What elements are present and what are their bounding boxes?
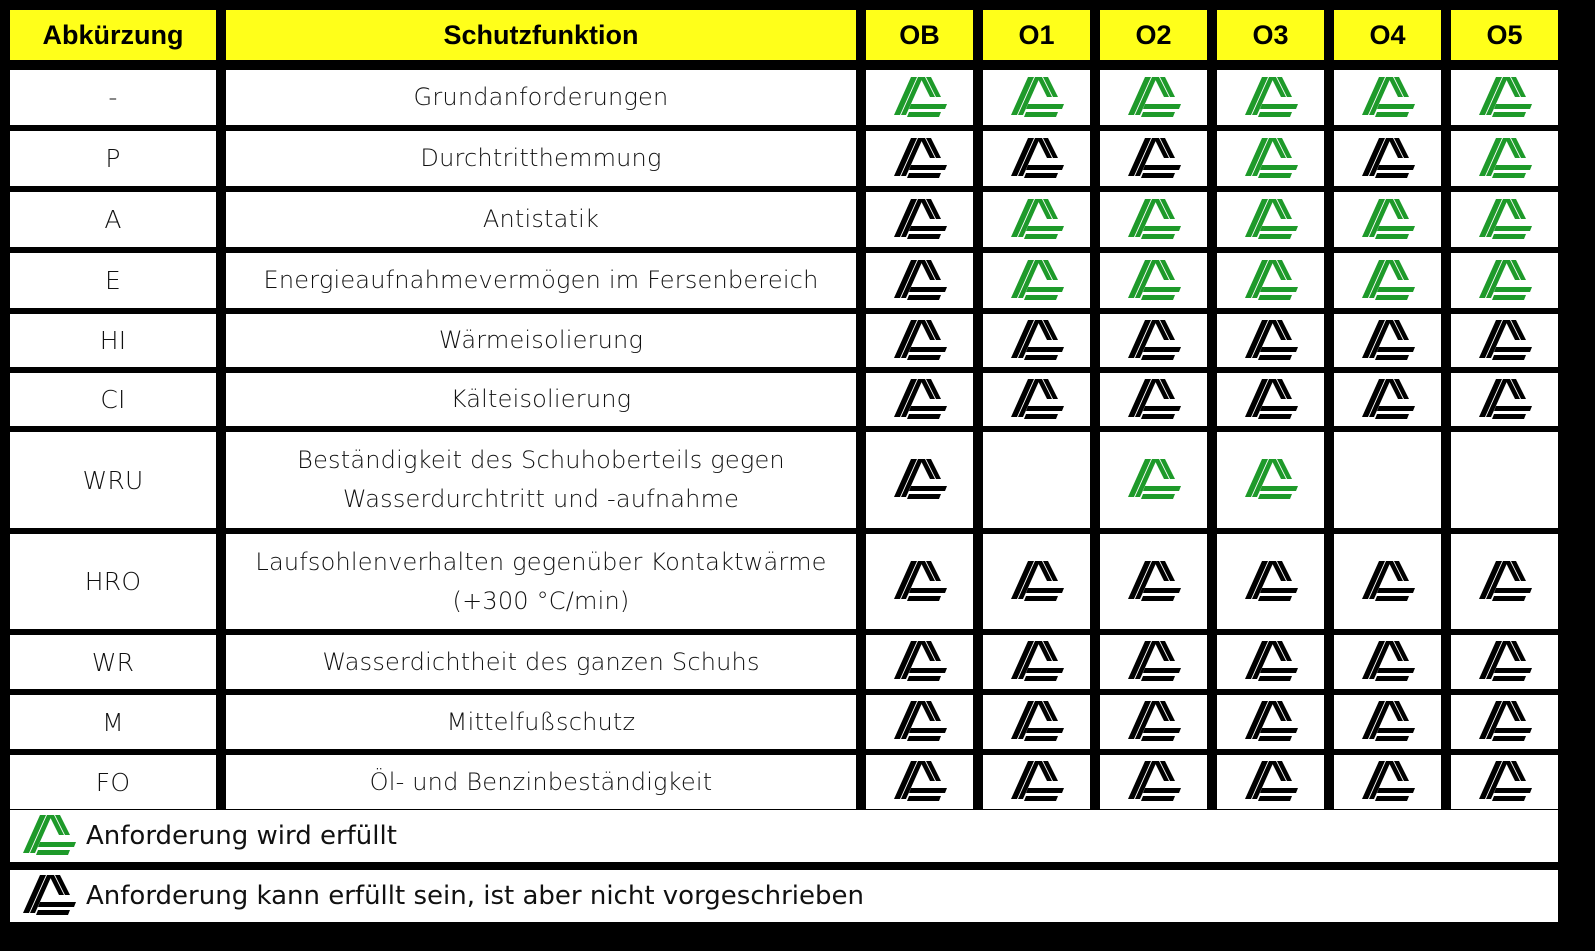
triangle-logo-black-icon — [1123, 136, 1185, 182]
cell-o3 — [1217, 695, 1324, 749]
cell-o5 — [1451, 70, 1558, 125]
header-class-o2: O2 — [1100, 10, 1207, 60]
header-function: Schutzfunktion — [226, 10, 856, 60]
triangle-logo-black-icon — [1357, 639, 1419, 685]
triangle-logo-black-icon — [1474, 759, 1536, 805]
triangle-logo-black-icon — [889, 759, 951, 805]
triangle-logo-black-icon — [1123, 318, 1185, 364]
triangle-logo-green-icon — [18, 813, 80, 859]
triangle-logo-green-icon — [1240, 258, 1302, 304]
cell-o4 — [1334, 695, 1441, 749]
row-abbr: FO — [10, 755, 216, 809]
triangle-logo-black-icon — [1006, 377, 1068, 423]
cell-o1 — [983, 695, 1090, 749]
cell-o4 — [1334, 755, 1441, 809]
cell-o3 — [1217, 314, 1324, 367]
cell-o2 — [1100, 534, 1207, 629]
triangle-logo-green-icon — [1357, 258, 1419, 304]
cell-o5 — [1451, 192, 1558, 247]
row-abbr: - — [10, 70, 216, 125]
triangle-logo-black-icon — [1006, 759, 1068, 805]
row-function: Kälteisolierung — [226, 373, 856, 426]
cell-o2 — [1100, 373, 1207, 426]
row-function: Durchtritthemmung — [226, 131, 856, 186]
cell-o5 — [1451, 534, 1558, 629]
triangle-logo-black-icon — [1474, 377, 1536, 423]
row-abbr: A — [10, 192, 216, 247]
triangle-logo-black-icon — [1240, 559, 1302, 605]
cell-o4 — [1334, 192, 1441, 247]
triangle-logo-green-icon — [1474, 197, 1536, 243]
triangle-logo-black-icon — [1006, 559, 1068, 605]
triangle-logo-black-icon — [1240, 639, 1302, 685]
cell-o3 — [1217, 373, 1324, 426]
header-class-o1: O1 — [983, 10, 1090, 60]
triangle-logo-black-icon — [889, 559, 951, 605]
cell-o3 — [1217, 192, 1324, 247]
legend-optional — [10, 870, 1558, 922]
cell-o4 — [1334, 131, 1441, 186]
row-function: Wasserdichtheit des ganzen Schuhs — [226, 635, 856, 689]
row-abbr: P — [10, 131, 216, 186]
triangle-logo-black-icon — [1474, 699, 1536, 745]
cell-o2 — [1100, 131, 1207, 186]
triangle-logo-green-icon — [1474, 75, 1536, 121]
triangle-logo-black-icon — [1123, 559, 1185, 605]
cell-ob — [866, 253, 973, 308]
cell-ob — [866, 534, 973, 629]
cell-o5 — [1451, 635, 1558, 689]
legend-fulfilled-text: Anforderung wird erfüllt — [86, 821, 397, 851]
cell-o1 — [983, 373, 1090, 426]
cell-o5 — [1451, 755, 1558, 809]
cell-o4 — [1334, 432, 1441, 528]
triangle-logo-black-icon — [889, 197, 951, 243]
triangle-logo-black-icon — [1123, 699, 1185, 745]
triangle-logo-green-icon — [1240, 136, 1302, 182]
cell-o2 — [1100, 192, 1207, 247]
cell-o2 — [1100, 314, 1207, 367]
cell-o2 — [1100, 70, 1207, 125]
triangle-logo-green-icon — [1474, 136, 1536, 182]
row-abbr: WRU — [10, 432, 216, 528]
cell-o2 — [1100, 695, 1207, 749]
cell-ob — [866, 373, 973, 426]
row-function: Mittelfußschutz — [226, 695, 856, 749]
cell-o5 — [1451, 253, 1558, 308]
cell-o4 — [1334, 534, 1441, 629]
cell-o4 — [1334, 70, 1441, 125]
triangle-logo-black-icon — [1357, 759, 1419, 805]
triangle-logo-black-icon — [1123, 759, 1185, 805]
cell-o1 — [983, 635, 1090, 689]
cell-o1 — [983, 70, 1090, 125]
cell-o5 — [1451, 314, 1558, 367]
header-class-o3: O3 — [1217, 10, 1324, 60]
triangle-logo-black-icon — [1474, 639, 1536, 685]
row-abbr: CI — [10, 373, 216, 426]
triangle-logo-green-icon — [1006, 258, 1068, 304]
cell-o3 — [1217, 131, 1324, 186]
triangle-logo-black-icon — [889, 318, 951, 364]
row-abbr: HRO — [10, 534, 216, 629]
triangle-logo-black-icon — [889, 699, 951, 745]
triangle-logo-green-icon — [1123, 258, 1185, 304]
row-function: Laufsohlenverhalten gegenüber Kontaktwärme (+300 °C/min) — [226, 534, 856, 629]
triangle-logo-black-icon — [1123, 639, 1185, 685]
row-abbr: E — [10, 253, 216, 308]
triangle-logo-green-icon — [1240, 457, 1302, 503]
row-function: Öl- und Benzinbeständigkeit — [226, 755, 856, 809]
row-abbr: HI — [10, 314, 216, 367]
cell-o1 — [983, 314, 1090, 367]
cell-ob — [866, 635, 973, 689]
cell-o4 — [1334, 253, 1441, 308]
triangle-logo-black-icon — [1240, 377, 1302, 423]
triangle-logo-black-icon — [18, 873, 80, 919]
row-abbr: M — [10, 695, 216, 749]
triangle-logo-black-icon — [1006, 639, 1068, 685]
legend-optional-text: Anforderung kann erfüllt sein, ist aber nicht vorgeschrieben — [86, 881, 865, 911]
triangle-logo-green-icon — [1357, 75, 1419, 121]
cell-o3 — [1217, 253, 1324, 308]
row-abbr: WR — [10, 635, 216, 689]
header-class-ob: OB — [866, 10, 973, 60]
triangle-logo-black-icon — [1240, 759, 1302, 805]
cell-o1 — [983, 534, 1090, 629]
cell-o4 — [1334, 373, 1441, 426]
triangle-logo-green-icon — [1123, 457, 1185, 503]
row-function: Antistatik — [226, 192, 856, 247]
triangle-logo-green-icon — [1474, 258, 1536, 304]
cell-o3 — [1217, 635, 1324, 689]
triangle-logo-green-icon — [1123, 197, 1185, 243]
cell-ob — [866, 131, 973, 186]
triangle-logo-black-icon — [889, 639, 951, 685]
cell-o1 — [983, 131, 1090, 186]
cell-o5 — [1451, 695, 1558, 749]
triangle-logo-black-icon — [889, 258, 951, 304]
triangle-logo-black-icon — [889, 377, 951, 423]
triangle-logo-black-icon — [1006, 318, 1068, 364]
triangle-logo-black-icon — [1240, 318, 1302, 364]
cell-ob — [866, 432, 973, 528]
cell-o5 — [1451, 373, 1558, 426]
row-function: Beständigkeit des Schuhoberteils gegen Wasserdurchtritt und -aufnahme — [226, 432, 856, 528]
cell-o1 — [983, 192, 1090, 247]
cell-o2 — [1100, 253, 1207, 308]
triangle-logo-green-icon — [889, 75, 951, 121]
triangle-logo-green-icon — [1123, 75, 1185, 121]
cell-o3 — [1217, 70, 1324, 125]
triangle-logo-black-icon — [1006, 699, 1068, 745]
protection-class-table — [10, 10, 1585, 809]
triangle-logo-black-icon — [1357, 318, 1419, 364]
triangle-logo-black-icon — [1357, 377, 1419, 423]
triangle-logo-green-icon — [1240, 197, 1302, 243]
triangle-logo-black-icon — [1357, 136, 1419, 182]
header-abbr: Abkürzung — [10, 10, 216, 60]
row-function: Energieaufnahmevermögen im Fersenbereich — [226, 253, 856, 308]
cell-o4 — [1334, 635, 1441, 689]
triangle-logo-green-icon — [1240, 75, 1302, 121]
triangle-logo-black-icon — [1357, 559, 1419, 605]
triangle-logo-black-icon — [889, 136, 951, 182]
cell-o5 — [1451, 432, 1558, 528]
cell-o4 — [1334, 314, 1441, 367]
triangle-logo-black-icon — [889, 457, 951, 503]
triangle-logo-black-icon — [1357, 699, 1419, 745]
cell-ob — [866, 755, 973, 809]
cell-ob — [866, 695, 973, 749]
cell-o3 — [1217, 534, 1324, 629]
cell-ob — [866, 192, 973, 247]
cell-o3 — [1217, 432, 1324, 528]
triangle-logo-black-icon — [1123, 377, 1185, 423]
triangle-logo-black-icon — [1240, 699, 1302, 745]
triangle-logo-black-icon — [1474, 559, 1536, 605]
cell-o5 — [1451, 131, 1558, 186]
cell-o1 — [983, 432, 1090, 528]
triangle-logo-green-icon — [1006, 197, 1068, 243]
cell-o1 — [983, 755, 1090, 809]
legend-fulfilled — [10, 810, 1558, 862]
header-class-o5: O5 — [1451, 10, 1558, 60]
triangle-logo-green-icon — [1006, 75, 1068, 121]
triangle-logo-black-icon — [1474, 318, 1536, 364]
triangle-logo-black-icon — [1006, 136, 1068, 182]
cell-o1 — [983, 253, 1090, 308]
cell-o3 — [1217, 755, 1324, 809]
cell-ob — [866, 70, 973, 125]
header-class-o4: O4 — [1334, 10, 1441, 60]
cell-o2 — [1100, 432, 1207, 528]
triangle-logo-green-icon — [1357, 197, 1419, 243]
cell-ob — [866, 314, 973, 367]
cell-o2 — [1100, 635, 1207, 689]
row-function: Grundanforderungen — [226, 70, 856, 125]
row-function: Wärmeisolierung — [226, 314, 856, 367]
cell-o2 — [1100, 755, 1207, 809]
